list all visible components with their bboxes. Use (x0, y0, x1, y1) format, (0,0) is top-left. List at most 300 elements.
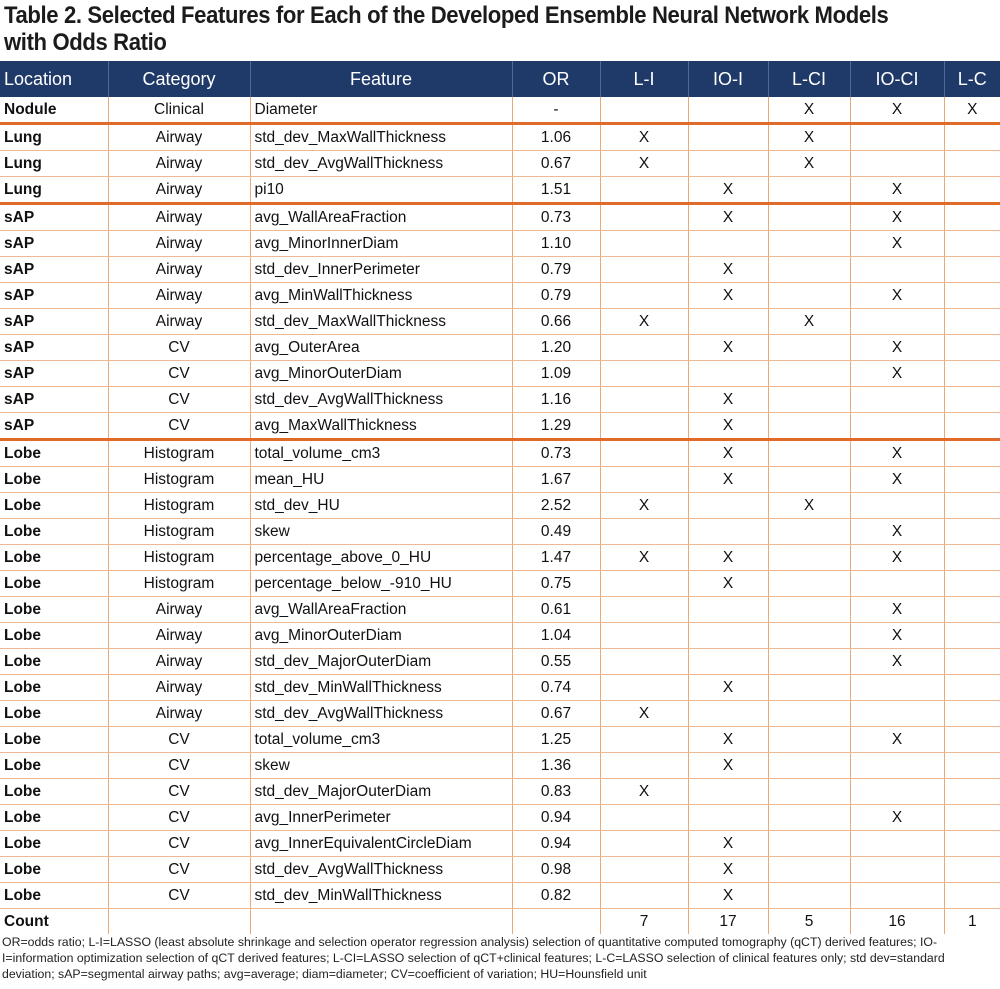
cell-feature: pi10 (250, 177, 512, 204)
cell-ioi (688, 361, 768, 387)
cell-or: 0.67 (512, 151, 600, 177)
cell-feature: std_dev_MajorOuterDiam (250, 649, 512, 675)
cell-ioi (688, 124, 768, 151)
cell-lci (768, 440, 850, 467)
cell-category: CV (108, 831, 250, 857)
table-row (0, 467, 1000, 493)
cell-lc (944, 467, 1000, 493)
cell-location: Lung (0, 177, 108, 204)
table-row (0, 519, 1000, 545)
cell-ioi: X (688, 753, 768, 779)
cell-or: 1.20 (512, 335, 600, 361)
cell-li: X (600, 493, 688, 519)
cell-location: Lung (0, 124, 108, 151)
cell-ioci: X (850, 204, 944, 231)
cell-location: sAP (0, 231, 108, 257)
cell-lci (768, 257, 850, 283)
cell-lci (768, 727, 850, 753)
cell-location: sAP (0, 413, 108, 440)
cell-lc (944, 361, 1000, 387)
table-row (0, 649, 1000, 675)
cell-or: - (512, 97, 600, 124)
cell-ioci (850, 831, 944, 857)
cell-location: Lobe (0, 753, 108, 779)
cell-ioci (850, 857, 944, 883)
cell-feature: total_volume_cm3 (250, 727, 512, 753)
cell-ioci (850, 883, 944, 909)
cell-ioi (688, 701, 768, 727)
cell-ioi: X (688, 177, 768, 204)
table-row (0, 283, 1000, 309)
cell-lc (944, 701, 1000, 727)
cell-ioi (688, 519, 768, 545)
cell-ioi (688, 649, 768, 675)
cell-feature: std_dev_MajorOuterDiam (250, 779, 512, 805)
cell-ioci: X (850, 597, 944, 623)
cell-lci (768, 805, 850, 831)
cell-lci (768, 779, 850, 805)
cell-location: Lobe (0, 440, 108, 467)
cell-li (600, 623, 688, 649)
cell-li (600, 649, 688, 675)
cell-location: sAP (0, 204, 108, 231)
cell-feature: avg_MinorInnerDiam (250, 231, 512, 257)
cell-location: sAP (0, 257, 108, 283)
count-ioi: 17 (688, 909, 768, 935)
cell-li (600, 857, 688, 883)
cell-ioi (688, 623, 768, 649)
cell-li (600, 283, 688, 309)
cell-ioci: X (850, 545, 944, 571)
cell-or: 1.67 (512, 467, 600, 493)
cell-li (600, 97, 688, 124)
cell-lci (768, 597, 850, 623)
cell-lc (944, 805, 1000, 831)
table-row (0, 97, 1000, 124)
cell-or: 1.06 (512, 124, 600, 151)
cell-lci (768, 204, 850, 231)
cell-lci (768, 387, 850, 413)
cell-category: Airway (108, 701, 250, 727)
cell-lc (944, 124, 1000, 151)
table-row (0, 883, 1000, 909)
cell-location: Lobe (0, 831, 108, 857)
cell-li (600, 805, 688, 831)
cell-location: sAP (0, 387, 108, 413)
cell-or: 0.49 (512, 519, 600, 545)
count-lci: 5 (768, 909, 850, 935)
cell-ioi: X (688, 257, 768, 283)
cell-or: 0.61 (512, 597, 600, 623)
cell-feature: std_dev_MinWallThickness (250, 883, 512, 909)
cell-ioci (850, 124, 944, 151)
cell-feature: avg_MinorOuterDiam (250, 361, 512, 387)
cell-ioci: X (850, 361, 944, 387)
cell-ioi: X (688, 727, 768, 753)
cell-location: Lobe (0, 493, 108, 519)
cell-category: Airway (108, 623, 250, 649)
cell-ioci (850, 257, 944, 283)
cell-ioi: X (688, 675, 768, 701)
table-row (0, 177, 1000, 204)
table-row (0, 831, 1000, 857)
table-row (0, 231, 1000, 257)
cell-ioi: X (688, 413, 768, 440)
cell-lci (768, 701, 850, 727)
footnote: OR=odds ratio; L-I=LASSO (least absolute shrinkage and selection operator regression analysis) selection of quantitative computed tomography (qCT) derived features; IO-I=information optimization selection of qCT derived features; L-CI=LASSO selection of qCT+clinical features; L-C=LASSO selection of clinical features only; std dev=standard deviation; sAP=segmental airway paths; avg=average; diam=diameter; CV=coefficient of variation; HU=Hounsfield unit (2, 935, 945, 981)
cell-feature: skew (250, 519, 512, 545)
cell-lci (768, 335, 850, 361)
cell-ioi (688, 597, 768, 623)
cell-li (600, 727, 688, 753)
cell-category: CV (108, 883, 250, 909)
cell-category: CV (108, 857, 250, 883)
cell-feature: std_dev_AvgWallThickness (250, 701, 512, 727)
cell-category: Airway (108, 309, 250, 335)
cell-ioci (850, 493, 944, 519)
cell-lci (768, 283, 850, 309)
cell-lc (944, 571, 1000, 597)
cell-ioi: X (688, 283, 768, 309)
cell-location: Lobe (0, 857, 108, 883)
cell-location: Lobe (0, 467, 108, 493)
cell-ioci (850, 675, 944, 701)
cell-feature: std_dev_AvgWallThickness (250, 387, 512, 413)
cell-lci (768, 361, 850, 387)
cell-lc (944, 649, 1000, 675)
table-row (0, 701, 1000, 727)
cell-lc (944, 177, 1000, 204)
cell-or: 0.98 (512, 857, 600, 883)
cell-category: Airway (108, 257, 250, 283)
cell-category: CV (108, 335, 250, 361)
cell-ioi (688, 231, 768, 257)
cell-category: Clinical (108, 97, 250, 124)
cell-location: sAP (0, 283, 108, 309)
cell-location: sAP (0, 335, 108, 361)
cell-feature: std_dev_MaxWallThickness (250, 124, 512, 151)
cell-category: CV (108, 805, 250, 831)
header-lci: L-CI (768, 61, 850, 97)
cell-lci (768, 413, 850, 440)
table-row (0, 545, 1000, 571)
cell-lci: X (768, 151, 850, 177)
cell-feature: std_dev_InnerPerimeter (250, 257, 512, 283)
cell-or: 0.94 (512, 831, 600, 857)
cell-ioci: X (850, 231, 944, 257)
cell-ioci: X (850, 649, 944, 675)
header-lc: L-C (944, 61, 1000, 97)
cell-or: 1.09 (512, 361, 600, 387)
cell-ioci (850, 387, 944, 413)
cell-lc (944, 257, 1000, 283)
cell-or: 1.25 (512, 727, 600, 753)
cell-li: X (600, 151, 688, 177)
cell-ioi (688, 805, 768, 831)
cell-or: 1.47 (512, 545, 600, 571)
cell-ioci: X (850, 283, 944, 309)
cell-category: Airway (108, 649, 250, 675)
table-row (0, 440, 1000, 467)
cell-category: Histogram (108, 440, 250, 467)
cell-feature: avg_InnerEquivalentCircleDiam (250, 831, 512, 857)
cell-lci (768, 467, 850, 493)
cell-or: 0.83 (512, 779, 600, 805)
cell-or: 2.52 (512, 493, 600, 519)
table-row (0, 309, 1000, 335)
count-label: Count (4, 912, 49, 930)
cell-feature: std_dev_AvgWallThickness (250, 151, 512, 177)
cell-li (600, 883, 688, 909)
cell-lci (768, 883, 850, 909)
cell-lc (944, 151, 1000, 177)
cell-lci (768, 623, 850, 649)
cell-lci (768, 177, 850, 204)
table-row (0, 493, 1000, 519)
header-location: Location (0, 61, 108, 97)
cell-ioi (688, 97, 768, 124)
cell-location: Lobe (0, 545, 108, 571)
cell-location: Lobe (0, 597, 108, 623)
cell-li: X (600, 309, 688, 335)
cell-category: Airway (108, 283, 250, 309)
cell-feature: total_volume_cm3 (250, 440, 512, 467)
cell-category: Histogram (108, 571, 250, 597)
cell-lci (768, 857, 850, 883)
cell-li: X (600, 124, 688, 151)
cell-lci (768, 675, 850, 701)
cell-li (600, 413, 688, 440)
cell-or: 0.74 (512, 675, 600, 701)
cell-ioci: X (850, 335, 944, 361)
cell-lc (944, 204, 1000, 231)
cell-category: CV (108, 413, 250, 440)
cell-location: Lobe (0, 623, 108, 649)
cell-category: Airway (108, 231, 250, 257)
cell-ioci: X (850, 97, 944, 124)
cell-li (600, 831, 688, 857)
cell-feature: mean_HU (250, 467, 512, 493)
cell-feature: avg_MinWallThickness (250, 283, 512, 309)
cell-location: Lobe (0, 519, 108, 545)
table-row (0, 623, 1000, 649)
cell-lc (944, 387, 1000, 413)
header-or: OR (512, 61, 600, 97)
cell-lc (944, 779, 1000, 805)
cell-or: 1.04 (512, 623, 600, 649)
cell-ioi (688, 779, 768, 805)
cell-ioi (688, 493, 768, 519)
table-row (0, 571, 1000, 597)
cell-ioi: X (688, 440, 768, 467)
cell-category: CV (108, 387, 250, 413)
cell-feature: Diameter (250, 97, 512, 124)
cell-lc (944, 727, 1000, 753)
cell-feature: avg_WallAreaFraction (250, 204, 512, 231)
cell-li: X (600, 779, 688, 805)
cell-ioci (850, 571, 944, 597)
cell-category: Airway (108, 177, 250, 204)
cell-category: Histogram (108, 519, 250, 545)
cell-lc (944, 283, 1000, 309)
cell-feature: skew (250, 753, 512, 779)
cell-or: 1.16 (512, 387, 600, 413)
cell-lc (944, 440, 1000, 467)
cell-category: Histogram (108, 493, 250, 519)
cell-or: 0.79 (512, 257, 600, 283)
cell-lci: X (768, 124, 850, 151)
cell-or: 0.73 (512, 440, 600, 467)
cell-ioci (850, 779, 944, 805)
cell-lci (768, 231, 850, 257)
cell-feature: avg_OuterArea (250, 335, 512, 361)
cell-location: Lobe (0, 571, 108, 597)
cell-location: sAP (0, 309, 108, 335)
cell-lci (768, 519, 850, 545)
cell-category: Airway (108, 675, 250, 701)
table-body (0, 97, 1000, 934)
cell-or: 1.29 (512, 413, 600, 440)
cell-lci (768, 753, 850, 779)
count-li: 7 (600, 909, 688, 935)
cell-or: 1.36 (512, 753, 600, 779)
cell-location: Nodule (0, 97, 108, 124)
cell-ioi: X (688, 857, 768, 883)
cell-lc (944, 831, 1000, 857)
table-row (0, 675, 1000, 701)
cell-feature: percentage_above_0_HU (250, 545, 512, 571)
cell-lc (944, 519, 1000, 545)
cell-ioci (850, 701, 944, 727)
table-row (0, 124, 1000, 151)
table-row (0, 151, 1000, 177)
cell-category: Airway (108, 124, 250, 151)
cell-li (600, 335, 688, 361)
cell-lci (768, 545, 850, 571)
cell-li (600, 204, 688, 231)
cell-ioi: X (688, 831, 768, 857)
header-category: Category (108, 61, 250, 97)
features-table (0, 61, 1000, 934)
cell-lci (768, 571, 850, 597)
cell-li (600, 753, 688, 779)
cell-location: Lobe (0, 779, 108, 805)
cell-lc (944, 753, 1000, 779)
header-ioci: IO-CI (850, 61, 944, 97)
cell-ioi: X (688, 387, 768, 413)
cell-li (600, 571, 688, 597)
cell-lc (944, 675, 1000, 701)
cell-lci: X (768, 97, 850, 124)
cell-lc (944, 309, 1000, 335)
header-li: L-I (600, 61, 688, 97)
cell-location: Lobe (0, 805, 108, 831)
cell-li (600, 675, 688, 701)
cell-li (600, 519, 688, 545)
count-empty (512, 909, 600, 935)
cell-or: 0.79 (512, 283, 600, 309)
cell-feature: std_dev_MaxWallThickness (250, 309, 512, 335)
cell-lc: X (944, 97, 1000, 124)
table-row (0, 727, 1000, 753)
cell-location: Lobe (0, 675, 108, 701)
count-lc: 1 (944, 909, 1000, 935)
cell-category: Histogram (108, 545, 250, 571)
cell-feature: std_dev_HU (250, 493, 512, 519)
cell-feature: std_dev_MinWallThickness (250, 675, 512, 701)
cell-li (600, 440, 688, 467)
cell-li: X (600, 545, 688, 571)
cell-lc (944, 883, 1000, 909)
count-row (0, 909, 1000, 935)
cell-ioci: X (850, 727, 944, 753)
cell-li (600, 231, 688, 257)
cell-location: Lobe (0, 727, 108, 753)
cell-li (600, 387, 688, 413)
cell-ioci (850, 309, 944, 335)
cell-ioi: X (688, 545, 768, 571)
cell-category: CV (108, 753, 250, 779)
cell-category: Airway (108, 151, 250, 177)
cell-feature: avg_InnerPerimeter (250, 805, 512, 831)
table-row (0, 597, 1000, 623)
cell-li (600, 257, 688, 283)
cell-or: 1.51 (512, 177, 600, 204)
table-row (0, 779, 1000, 805)
cell-feature: avg_WallAreaFraction (250, 597, 512, 623)
cell-location: Lung (0, 151, 108, 177)
cell-ioi: X (688, 571, 768, 597)
cell-lc (944, 545, 1000, 571)
table-row (0, 413, 1000, 440)
cell-or: 0.75 (512, 571, 600, 597)
cell-lci (768, 649, 850, 675)
cell-ioci: X (850, 177, 944, 204)
cell-or: 1.10 (512, 231, 600, 257)
cell-ioci: X (850, 623, 944, 649)
count-ioci: 16 (850, 909, 944, 935)
cell-location: Lobe (0, 649, 108, 675)
cell-ioci: X (850, 805, 944, 831)
cell-category: CV (108, 727, 250, 753)
cell-or: 0.73 (512, 204, 600, 231)
cell-or: 0.55 (512, 649, 600, 675)
cell-category: Airway (108, 597, 250, 623)
cell-feature: avg_MaxWallThickness (250, 413, 512, 440)
cell-lc (944, 413, 1000, 440)
header-feature: Feature (250, 61, 512, 97)
count-empty (250, 909, 512, 935)
cell-ioci (850, 753, 944, 779)
cell-location: sAP (0, 361, 108, 387)
cell-lc (944, 857, 1000, 883)
cell-ioi: X (688, 204, 768, 231)
cell-li (600, 597, 688, 623)
cell-ioi: X (688, 335, 768, 361)
cell-lc (944, 335, 1000, 361)
cell-category: Histogram (108, 467, 250, 493)
cell-or: 0.94 (512, 805, 600, 831)
cell-li (600, 361, 688, 387)
cell-lci: X (768, 493, 850, 519)
cell-ioci (850, 151, 944, 177)
table-row (0, 857, 1000, 883)
cell-or: 0.67 (512, 701, 600, 727)
cell-lc (944, 623, 1000, 649)
cell-ioci: X (850, 519, 944, 545)
cell-feature: avg_MinorOuterDiam (250, 623, 512, 649)
cell-category: CV (108, 361, 250, 387)
